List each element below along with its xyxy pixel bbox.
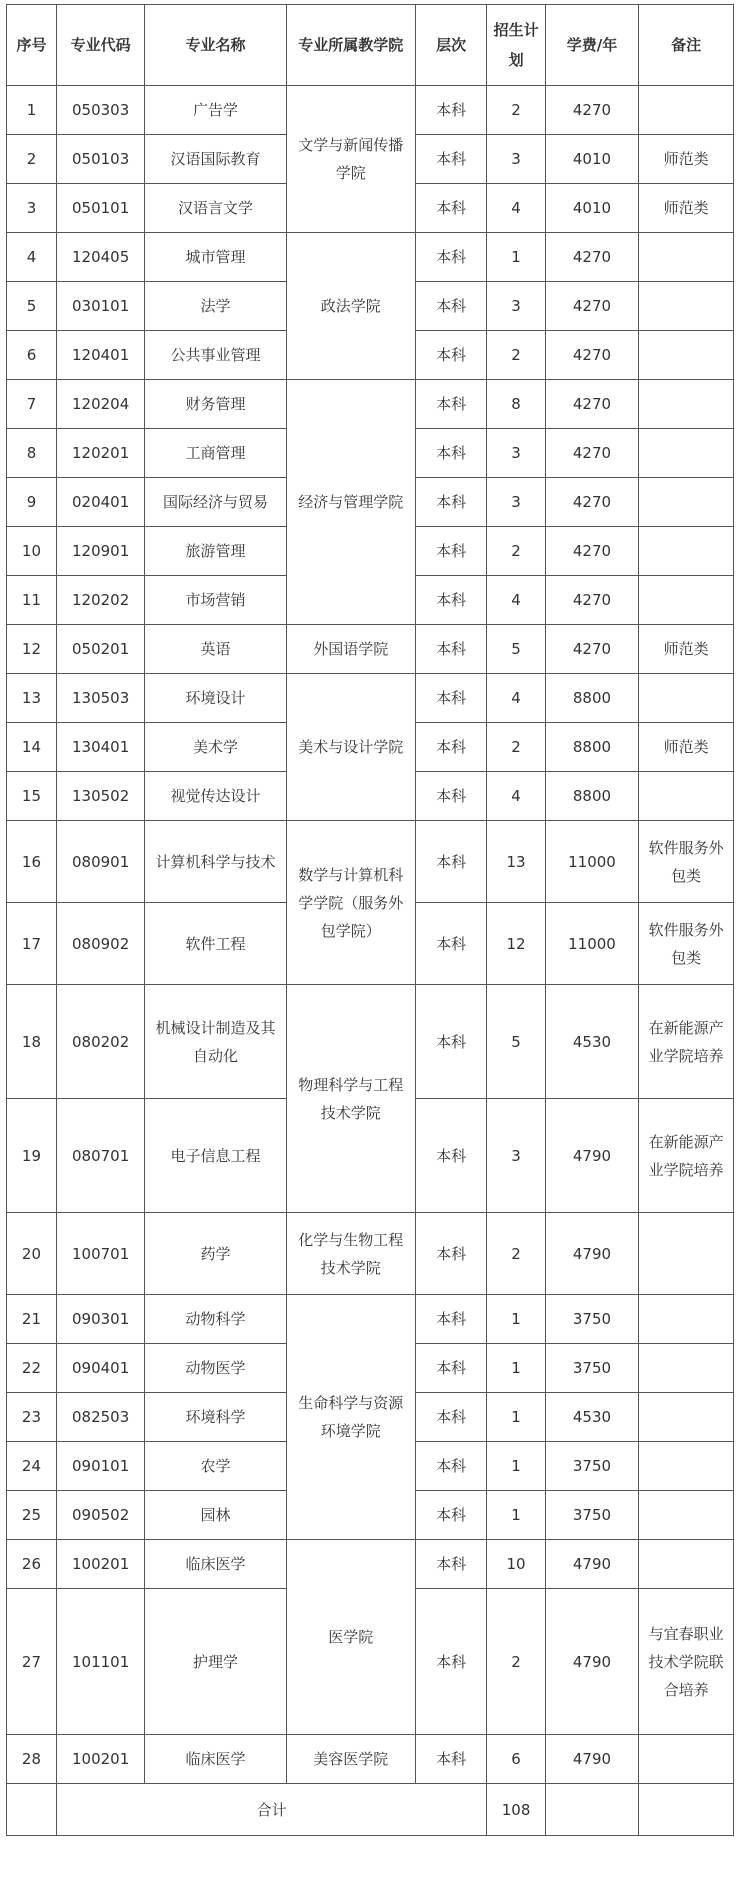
level-cell: 本科 — [415, 1213, 487, 1295]
table-row — [7, 1295, 734, 1344]
college-cell: 外国语学院 — [286, 625, 415, 674]
level-cell: 本科 — [415, 1442, 487, 1491]
level-cell: 本科 — [415, 282, 487, 331]
college-cell: 美术与设计学院 — [286, 674, 415, 821]
level-cell: 本科 — [415, 1099, 487, 1213]
enrollment-plan-cell: 1 — [487, 1295, 545, 1344]
tuition-fee-cell: 3750 — [545, 1295, 639, 1344]
note-cell — [639, 331, 734, 380]
major-code-cell: 130503 — [56, 674, 144, 723]
level-cell: 本科 — [415, 233, 487, 282]
level-cell: 本科 — [415, 1735, 487, 1784]
row-number-cell: 9 — [7, 478, 57, 527]
enrollment-plan-cell: 1 — [487, 1491, 545, 1540]
enrollment-plan-cell: 4 — [487, 184, 545, 233]
major-name-cell: 临床医学 — [145, 1540, 286, 1589]
note-cell — [639, 1735, 734, 1784]
table-row — [7, 1735, 734, 1784]
table-row — [7, 1213, 734, 1295]
header-fee: 学费/年 — [545, 5, 639, 86]
note-cell: 在新能源产业学院培养 — [639, 1099, 734, 1213]
note-cell: 师范类 — [639, 184, 734, 233]
tuition-fee-cell: 3750 — [545, 1442, 639, 1491]
note-cell — [639, 1295, 734, 1344]
row-number-cell: 21 — [7, 1295, 57, 1344]
major-code-cell: 130401 — [56, 723, 144, 772]
level-cell: 本科 — [415, 380, 487, 429]
major-name-cell: 法学 — [145, 282, 286, 331]
major-code-cell: 080901 — [56, 821, 144, 903]
total-label: 合计 — [56, 1784, 487, 1836]
row-number-cell: 10 — [7, 527, 57, 576]
enrollment-plan-cell: 1 — [487, 1393, 545, 1442]
enrollment-plan-cell: 5 — [487, 985, 545, 1099]
enrollment-plan-cell: 2 — [487, 723, 545, 772]
tuition-fee-cell: 3750 — [545, 1344, 639, 1393]
row-number-cell: 19 — [7, 1099, 57, 1213]
major-name-cell: 园林 — [145, 1491, 286, 1540]
enrollment-plan-cell: 2 — [487, 86, 545, 135]
major-name-cell: 市场营销 — [145, 576, 286, 625]
major-code-cell: 090301 — [56, 1295, 144, 1344]
row-number-cell: 18 — [7, 985, 57, 1099]
table-row — [7, 1540, 734, 1589]
major-name-cell: 国际经济与贸易 — [145, 478, 286, 527]
header-college: 专业所属教学院 — [286, 5, 415, 86]
enrollment-plan-cell: 4 — [487, 772, 545, 821]
major-name-cell: 动物医学 — [145, 1344, 286, 1393]
tuition-fee-cell: 4790 — [545, 1540, 639, 1589]
enrollment-plan-cell: 12 — [487, 903, 545, 985]
row-number-cell: 5 — [7, 282, 57, 331]
major-code-cell: 020401 — [56, 478, 144, 527]
level-cell: 本科 — [415, 1393, 487, 1442]
table-row — [7, 821, 734, 903]
level-cell: 本科 — [415, 135, 487, 184]
tuition-fee-cell: 4270 — [545, 625, 639, 674]
tuition-fee-cell: 4790 — [545, 1589, 639, 1735]
total-row — [7, 1784, 734, 1836]
tuition-fee-cell: 4790 — [545, 1099, 639, 1213]
major-code-cell: 080202 — [56, 985, 144, 1099]
note-cell — [639, 1491, 734, 1540]
total-plan-value: 108 — [487, 1784, 545, 1836]
row-number-cell: 24 — [7, 1442, 57, 1491]
major-name-cell: 英语 — [145, 625, 286, 674]
major-name-cell: 视觉传达设计 — [145, 772, 286, 821]
level-cell: 本科 — [415, 576, 487, 625]
enrollment-plan-cell: 4 — [487, 674, 545, 723]
major-code-cell: 090401 — [56, 1344, 144, 1393]
tuition-fee-cell: 4010 — [545, 135, 639, 184]
level-cell: 本科 — [415, 1540, 487, 1589]
major-name-cell: 临床医学 — [145, 1735, 286, 1784]
tuition-fee-cell: 11000 — [545, 903, 639, 985]
enrollment-plan-cell: 3 — [487, 429, 545, 478]
level-cell: 本科 — [415, 86, 487, 135]
major-code-cell: 120405 — [56, 233, 144, 282]
table-row — [7, 233, 734, 282]
college-cell: 物理科学与工程技术学院 — [286, 985, 415, 1213]
row-number-cell: 14 — [7, 723, 57, 772]
header-plan: 招生计划 — [487, 5, 545, 86]
major-code-cell: 100701 — [56, 1213, 144, 1295]
college-cell: 美容医学院 — [286, 1735, 415, 1784]
tuition-fee-cell: 4270 — [545, 429, 639, 478]
level-cell: 本科 — [415, 478, 487, 527]
major-name-cell: 公共事业管理 — [145, 331, 286, 380]
major-name-cell: 城市管理 — [145, 233, 286, 282]
note-cell — [639, 1393, 734, 1442]
college-cell: 数学与计算机科学学院（服务外包学院） — [286, 821, 415, 985]
table-row — [7, 86, 734, 135]
total-note-blank — [639, 1784, 734, 1836]
major-code-cell: 100201 — [56, 1735, 144, 1784]
row-number-cell: 3 — [7, 184, 57, 233]
total-fee-blank — [545, 1784, 639, 1836]
note-cell — [639, 1344, 734, 1393]
note-cell — [639, 478, 734, 527]
enrollment-plan-cell: 2 — [487, 1213, 545, 1295]
row-number-cell: 23 — [7, 1393, 57, 1442]
college-cell: 化学与生物工程技术学院 — [286, 1213, 415, 1295]
major-code-cell: 130502 — [56, 772, 144, 821]
tuition-fee-cell: 8800 — [545, 674, 639, 723]
tuition-fee-cell: 4530 — [545, 1393, 639, 1442]
college-cell: 医学院 — [286, 1540, 415, 1735]
tuition-fee-cell: 4530 — [545, 985, 639, 1099]
major-code-cell: 120204 — [56, 380, 144, 429]
tuition-fee-cell: 4270 — [545, 233, 639, 282]
note-cell: 在新能源产业学院培养 — [639, 985, 734, 1099]
enrollment-plan-cell: 3 — [487, 282, 545, 331]
major-code-cell: 120201 — [56, 429, 144, 478]
level-cell: 本科 — [415, 429, 487, 478]
major-name-cell: 广告学 — [145, 86, 286, 135]
row-number-cell: 15 — [7, 772, 57, 821]
level-cell: 本科 — [415, 625, 487, 674]
major-name-cell: 环境设计 — [145, 674, 286, 723]
note-cell — [639, 772, 734, 821]
row-number-cell: 25 — [7, 1491, 57, 1540]
enrollment-plan-cell: 13 — [487, 821, 545, 903]
tuition-fee-cell: 8800 — [545, 772, 639, 821]
enrollment-plan-cell: 10 — [487, 1540, 545, 1589]
note-cell — [639, 1540, 734, 1589]
major-name-cell: 工商管理 — [145, 429, 286, 478]
major-name-cell: 旅游管理 — [145, 527, 286, 576]
row-number-cell: 22 — [7, 1344, 57, 1393]
level-cell: 本科 — [415, 903, 487, 985]
tuition-fee-cell: 4270 — [545, 527, 639, 576]
college-cell: 政法学院 — [286, 233, 415, 380]
level-cell: 本科 — [415, 1491, 487, 1540]
major-name-cell: 护理学 — [145, 1589, 286, 1735]
row-number-cell: 2 — [7, 135, 57, 184]
enrollment-table — [6, 4, 734, 1836]
note-cell — [639, 527, 734, 576]
tuition-fee-cell: 11000 — [545, 821, 639, 903]
major-code-cell: 080902 — [56, 903, 144, 985]
tuition-fee-cell: 3750 — [545, 1491, 639, 1540]
major-name-cell: 农学 — [145, 1442, 286, 1491]
major-name-cell: 汉语言文学 — [145, 184, 286, 233]
tuition-fee-cell: 4010 — [545, 184, 639, 233]
level-cell: 本科 — [415, 772, 487, 821]
tuition-fee-cell: 4790 — [545, 1735, 639, 1784]
level-cell: 本科 — [415, 527, 487, 576]
major-name-cell: 电子信息工程 — [145, 1099, 286, 1213]
tuition-fee-cell: 4270 — [545, 576, 639, 625]
header-code: 专业代码 — [56, 5, 144, 86]
level-cell: 本科 — [415, 674, 487, 723]
total-blank-cell — [7, 1784, 57, 1836]
enrollment-plan-cell: 2 — [487, 527, 545, 576]
tuition-fee-cell: 4270 — [545, 282, 639, 331]
row-number-cell: 11 — [7, 576, 57, 625]
enrollment-plan-cell: 8 — [487, 380, 545, 429]
tuition-fee-cell: 4790 — [545, 1213, 639, 1295]
tuition-fee-cell: 4270 — [545, 86, 639, 135]
level-cell: 本科 — [415, 184, 487, 233]
note-cell — [639, 1213, 734, 1295]
major-name-cell: 财务管理 — [145, 380, 286, 429]
level-cell: 本科 — [415, 1295, 487, 1344]
header-name: 专业名称 — [145, 5, 286, 86]
major-name-cell: 机械设计制造及其自动化 — [145, 985, 286, 1099]
major-code-cell: 101101 — [56, 1589, 144, 1735]
enrollment-plan-cell: 1 — [487, 1344, 545, 1393]
level-cell: 本科 — [415, 1589, 487, 1735]
note-cell: 软件服务外包类 — [639, 821, 734, 903]
major-name-cell: 动物科学 — [145, 1295, 286, 1344]
note-cell — [639, 380, 734, 429]
tuition-fee-cell: 4270 — [545, 331, 639, 380]
major-code-cell: 080701 — [56, 1099, 144, 1213]
note-cell — [639, 674, 734, 723]
table-row — [7, 625, 734, 674]
row-number-cell: 6 — [7, 331, 57, 380]
major-code-cell: 090502 — [56, 1491, 144, 1540]
note-cell — [639, 282, 734, 331]
major-code-cell: 120202 — [56, 576, 144, 625]
row-number-cell: 13 — [7, 674, 57, 723]
major-code-cell: 082503 — [56, 1393, 144, 1442]
major-code-cell: 100201 — [56, 1540, 144, 1589]
major-code-cell: 050201 — [56, 625, 144, 674]
major-name-cell: 环境科学 — [145, 1393, 286, 1442]
tuition-fee-cell: 8800 — [545, 723, 639, 772]
level-cell: 本科 — [415, 821, 487, 903]
major-code-cell: 030101 — [56, 282, 144, 331]
major-name-cell: 计算机科学与技术 — [145, 821, 286, 903]
row-number-cell: 26 — [7, 1540, 57, 1589]
enrollment-plan-cell: 6 — [487, 1735, 545, 1784]
college-cell: 文学与新闻传播学院 — [286, 86, 415, 233]
table-row — [7, 380, 734, 429]
row-number-cell: 27 — [7, 1589, 57, 1735]
enrollment-plan-cell: 3 — [487, 1099, 545, 1213]
enrollment-plan-cell: 3 — [487, 478, 545, 527]
enrollment-plan-cell: 2 — [487, 331, 545, 380]
major-code-cell: 050101 — [56, 184, 144, 233]
header-no: 序号 — [7, 5, 57, 86]
tuition-fee-cell: 4270 — [545, 380, 639, 429]
note-cell: 师范类 — [639, 135, 734, 184]
table-row — [7, 985, 734, 1099]
row-number-cell: 8 — [7, 429, 57, 478]
level-cell: 本科 — [415, 985, 487, 1099]
header-row — [7, 5, 734, 86]
note-cell: 师范类 — [639, 625, 734, 674]
note-cell — [639, 233, 734, 282]
row-number-cell: 20 — [7, 1213, 57, 1295]
enrollment-plan-cell: 1 — [487, 233, 545, 282]
note-cell — [639, 1442, 734, 1491]
college-cell: 经济与管理学院 — [286, 380, 415, 625]
note-cell — [639, 429, 734, 478]
header-note: 备注 — [639, 5, 734, 86]
enrollment-plan-cell: 2 — [487, 1589, 545, 1735]
level-cell: 本科 — [415, 1344, 487, 1393]
note-cell: 软件服务外包类 — [639, 903, 734, 985]
level-cell: 本科 — [415, 723, 487, 772]
tuition-fee-cell: 4270 — [545, 478, 639, 527]
note-cell: 与宜春职业技术学院联合培养 — [639, 1589, 734, 1735]
row-number-cell: 17 — [7, 903, 57, 985]
note-cell — [639, 576, 734, 625]
note-cell: 师范类 — [639, 723, 734, 772]
major-code-cell: 120401 — [56, 331, 144, 380]
major-name-cell: 美术学 — [145, 723, 286, 772]
row-number-cell: 7 — [7, 380, 57, 429]
level-cell: 本科 — [415, 331, 487, 380]
enrollment-plan-cell: 1 — [487, 1442, 545, 1491]
row-number-cell: 28 — [7, 1735, 57, 1784]
note-cell — [639, 86, 734, 135]
enrollment-plan-cell: 5 — [487, 625, 545, 674]
major-code-cell: 050103 — [56, 135, 144, 184]
header-level: 层次 — [415, 5, 487, 86]
major-name-cell: 汉语国际教育 — [145, 135, 286, 184]
major-code-cell: 090101 — [56, 1442, 144, 1491]
row-number-cell: 4 — [7, 233, 57, 282]
row-number-cell: 12 — [7, 625, 57, 674]
enrollment-plan-cell: 3 — [487, 135, 545, 184]
table-row — [7, 674, 734, 723]
enrollment-plan-cell: 4 — [487, 576, 545, 625]
college-cell: 生命科学与资源环境学院 — [286, 1295, 415, 1540]
row-number-cell: 16 — [7, 821, 57, 903]
major-code-cell: 120901 — [56, 527, 144, 576]
row-number-cell: 1 — [7, 86, 57, 135]
major-name-cell: 药学 — [145, 1213, 286, 1295]
major-code-cell: 050303 — [56, 86, 144, 135]
major-name-cell: 软件工程 — [145, 903, 286, 985]
